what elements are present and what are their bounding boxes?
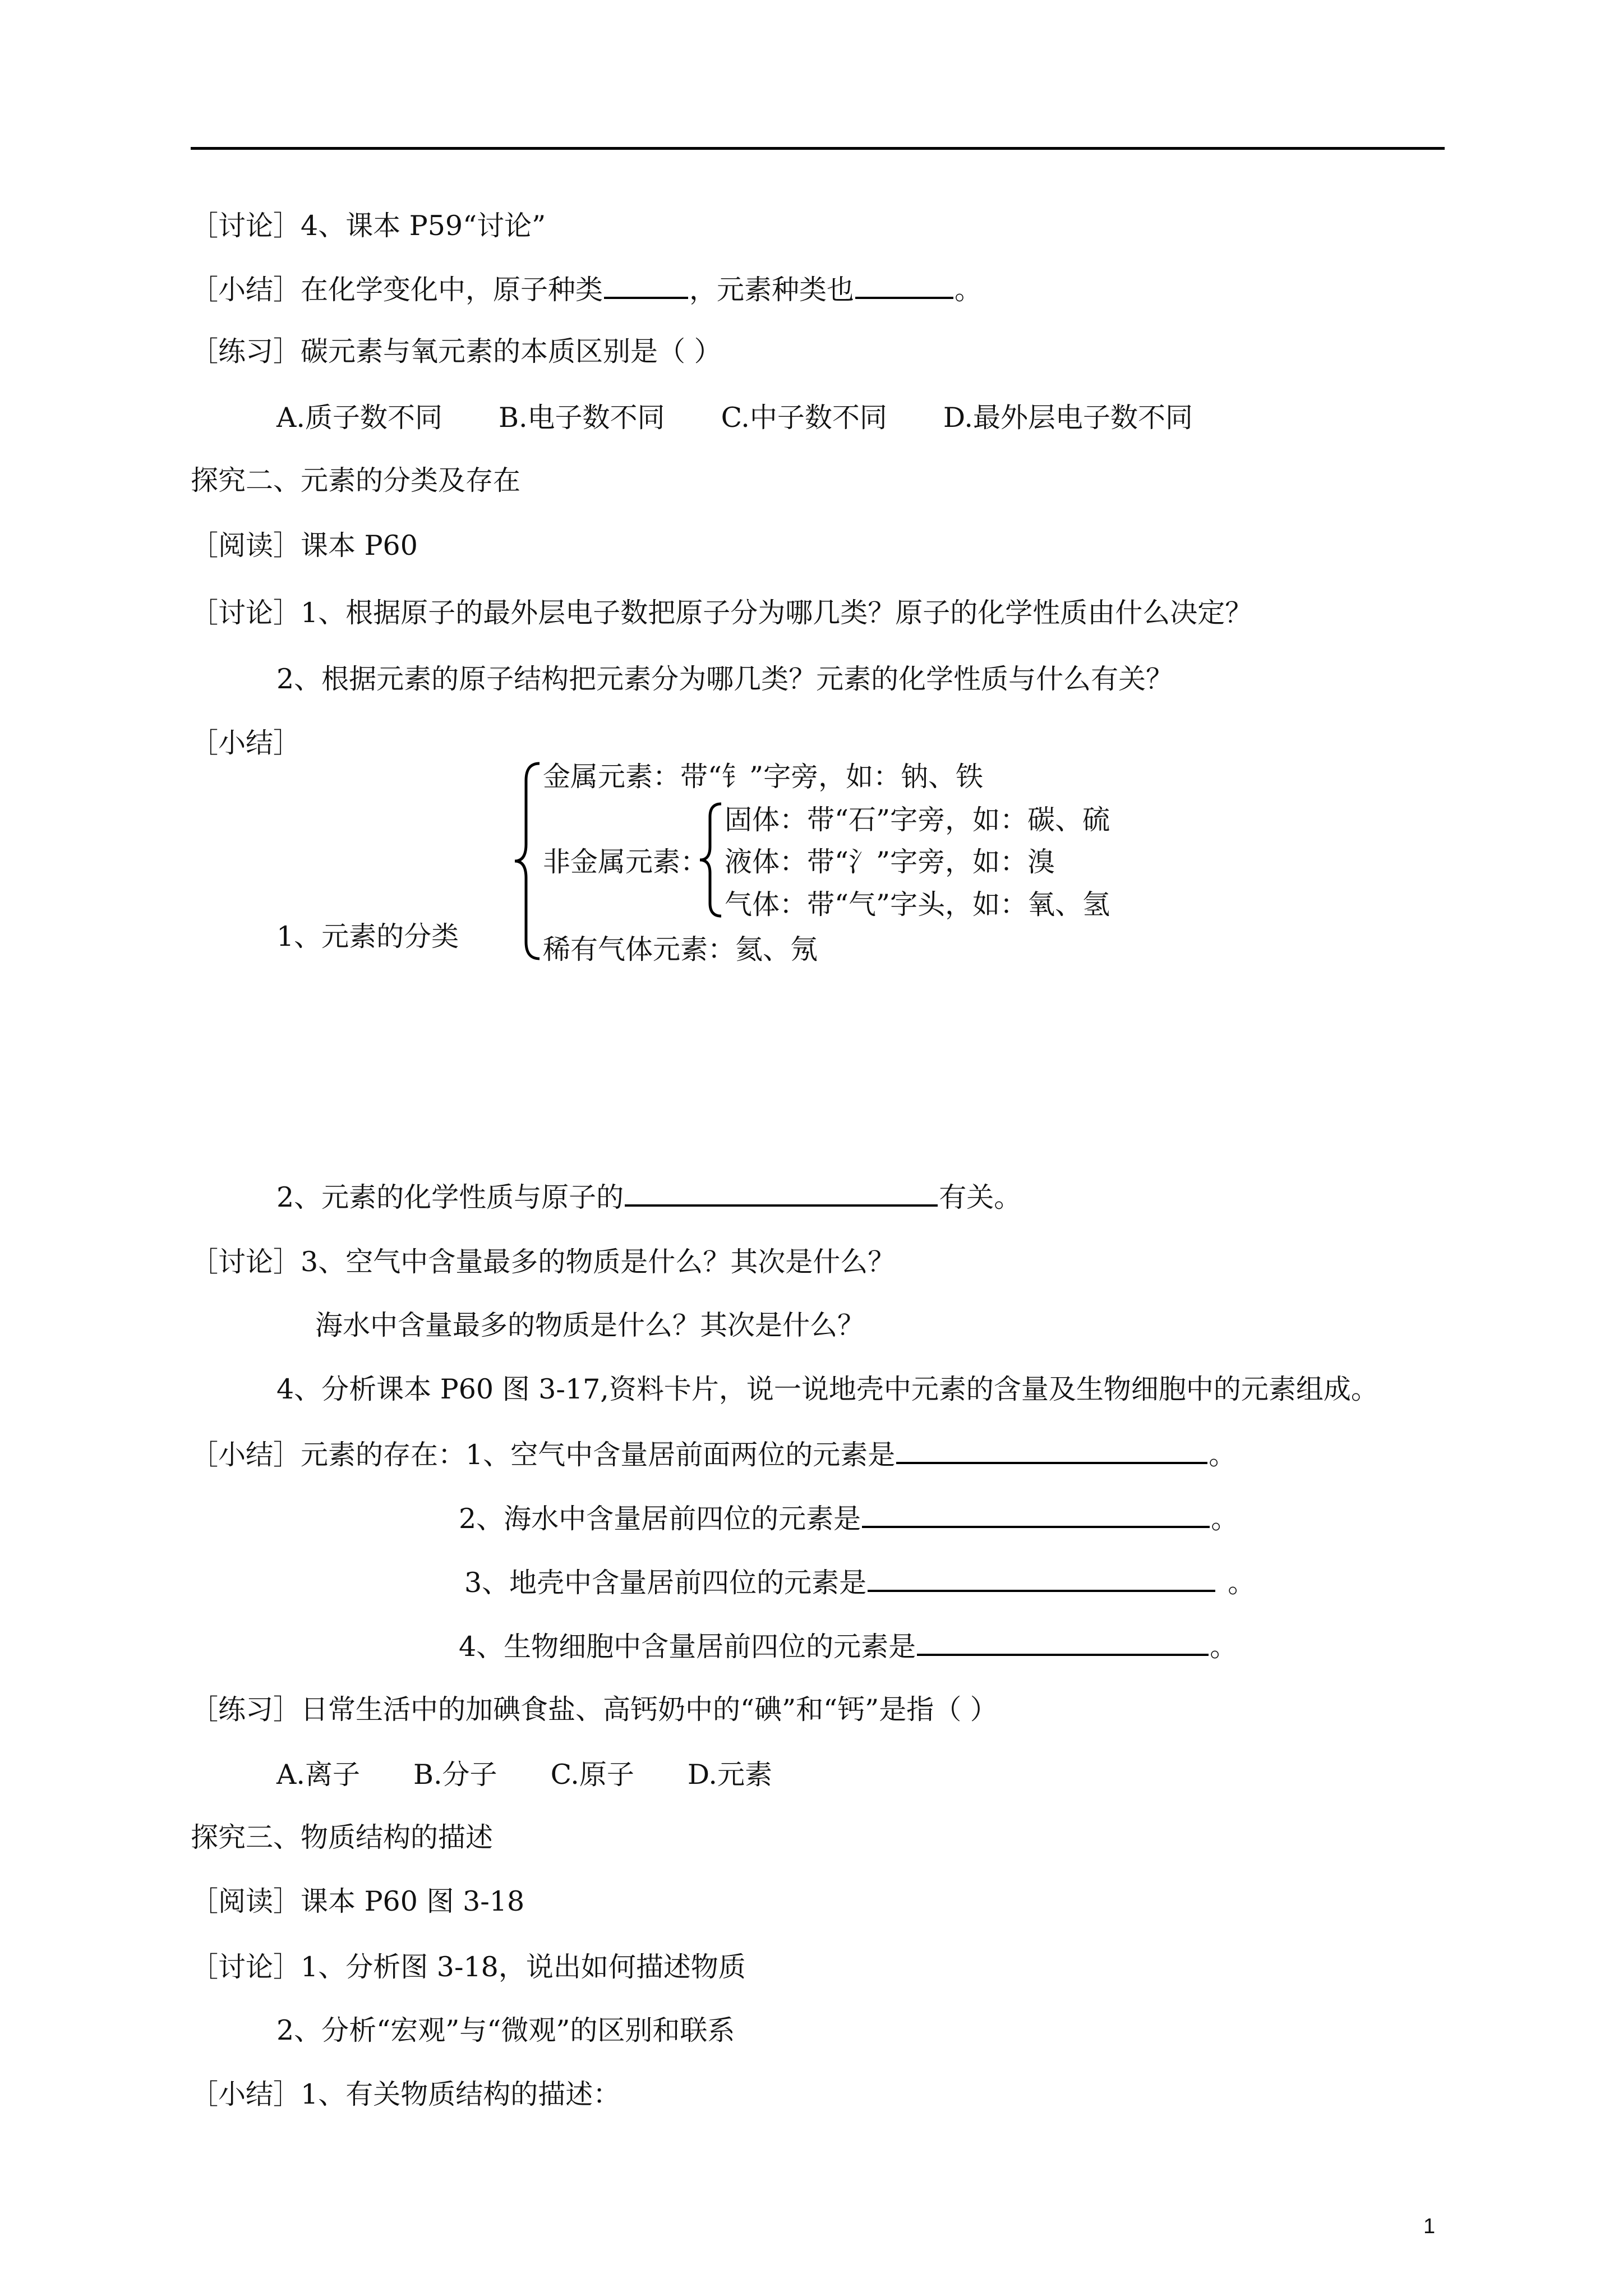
section-tag: ［讨论］ [191,210,301,242]
option-a[interactable]: A.离子 [276,1759,360,1791]
fill-blank[interactable] [862,1501,1210,1528]
fill-blank[interactable] [868,1565,1215,1592]
section-tag: ［练习］ [191,335,301,367]
section-tag: ［小结］ [191,274,301,306]
nonmetal-solid: 固体：带“石”字旁，如：碳、硫 [725,804,1110,836]
nonmetal-elements: 非金属元素： [543,846,708,878]
summary-3-item-4: 4、生物细胞中含量居前四位的元素是 。 [459,1629,1237,1664]
summary-1: ［小结］在化学变化中，原子种类 ，元素种类也 。 [191,272,982,307]
summary-2-item-2: 2、元素的化学性质与原子的 有关。 [276,1180,1021,1214]
discussion-3: ［讨论］3、空气中含量最多的物质是什么？其次是什么？ [191,1246,896,1278]
reading-1: ［阅读］课本 P60 [191,530,418,562]
page-number: 1 [1423,2215,1436,2238]
nonmetal-gas: 气体：带“气”字头，如：氧、氢 [725,889,1110,921]
discussion-1: ［讨论］1、根据原子的最外层电子数把原子分为哪几类？原子的化学性质由什么决定？ [191,597,1253,629]
summary-3-item-1: ［小结］元素的存在：1、空气中含量居前面两位的元素是 。 [191,1437,1236,1472]
option-a[interactable]: A.质子数不同 [276,402,442,434]
section-tag: ［练习］ [191,1694,301,1726]
discussion-6: 2、分析“宏观”与“微观”的区别和联系 [276,2014,735,2046]
option-d[interactable]: D.最外层电子数不同 [943,402,1193,434]
nonmetal-liquid: 液体：带“氵”字旁，如：溴 [725,846,1055,878]
option-b[interactable]: B.电子数不同 [498,402,665,434]
inquiry-2-heading: 探究二、元素的分类及存在 [191,464,521,496]
fill-blank[interactable] [604,272,688,299]
option-b[interactable]: B.分子 [413,1759,497,1791]
inner-brace [697,801,725,919]
fill-blank[interactable] [917,1629,1209,1656]
fill-blank[interactable] [855,272,953,299]
fill-blank[interactable] [896,1437,1207,1464]
option-c[interactable]: C.中子数不同 [721,402,887,434]
section-tag: ［小结］ [191,1439,301,1471]
noble-gas-elements: 稀有气体元素：氦、氖 [543,933,818,965]
section-tag: ［小结］ [191,2078,301,2110]
summary-3-item-2: 2、海水中含量居前四位的元素是 。 [459,1501,1238,1536]
exercise-1-options [276,401,1249,435]
exercise-1: ［练习］碳元素与氧元素的本质区别是（ ） [191,335,722,367]
reading-2: ［阅读］课本 P60 图 3-18 [191,1885,525,1917]
section-tag: ［讨论］ [191,1951,301,1983]
section-tag: ［阅读］ [191,1885,301,1917]
inquiry-3-heading: 探究三、物质结构的描述 [191,1821,494,1853]
option-c[interactable]: C.原子 [550,1759,634,1791]
section-tag: ［讨论］ [191,1246,301,1278]
exercise-2-options [276,1758,828,1792]
exercise-2: ［练习］日常生活中的加碘食盐、高钙奶中的“碘”和“钙”是指（ ） [191,1694,998,1726]
discussion-3-sub: 海水中含量最多的物质是什么？其次是什么？ [315,1309,865,1341]
fill-blank[interactable] [625,1180,938,1207]
option-d[interactable]: D.元素 [687,1759,773,1791]
header-rule [191,147,1445,150]
section-tag: ［讨论］ [191,597,301,629]
outer-brace [510,760,544,962]
summary-2-tag: ［小结］ [191,727,301,759]
discussion-4: ［讨论］4、课本 P59“讨论” [191,210,546,242]
discussion-2: 2、根据元素的原子结构把元素分为哪几类？元素的化学性质与什么有关？ [276,663,1174,695]
discussion-5: ［讨论］1、分析图 3-18，说出如何描述物质 [191,1951,746,1983]
section-tag: ［阅读］ [191,530,301,562]
summary-4: ［小结］1、有关物质结构的描述： [191,2078,621,2110]
discussion-4-analysis: 4、分析课本 P60 图 3-17,资料卡片，说一说地壳中元素的含量及生物细胞中的元素组成。 [276,1373,1378,1405]
metal-elements: 金属元素：带“钅”字旁，如：钠、铁 [543,761,984,793]
summary-3-item-3: 3、地壳中含量居前四位的元素是 。 [464,1565,1255,1600]
classification-label: 1、元素的分类 [276,921,459,953]
